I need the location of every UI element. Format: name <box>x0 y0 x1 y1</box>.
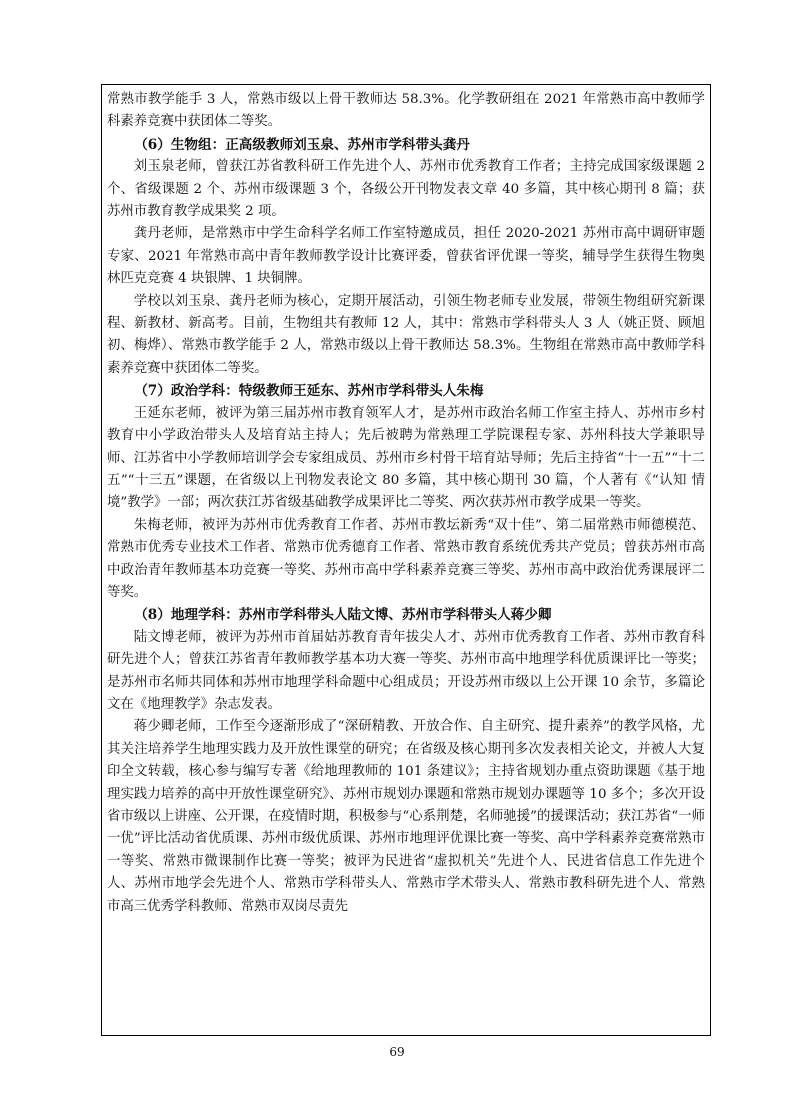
paragraph-chemistry-continued: 常熟市教学能手 3 人，常熟市级以上骨干教师达 58.3%。化学教研组在 2021 年常熟市高中教师学科素养竞赛中获团体二等奖。 <box>107 92 705 130</box>
paragraph-wang-yandong: 王延东老师，被评为第三届苏州市教育领军人才，是苏州市政治名师工作室主持人、苏州市乡村教育中小学政治带头人及培育站主持人；先后被聘为常熟理工学院课程专家、苏州科技大学兼职导师、江苏省中小学教师培训学会专家组成员、苏州市乡村骨干培育站导师；先后主持省“十一五”“十二五”“十三五”课题，在省级以上刊物发表论文 80 多篇，其中核心期刊 30 篇，个人著有《“认知 情境”教学》一部；两次获江苏省级基础教学成果评比二等奖、两次获苏州市教学成果一等奖。 <box>107 405 705 511</box>
page-number: 69 <box>389 1045 405 1059</box>
paragraph-zhu-mei: 朱梅老师，被评为苏州市优秀教育工作者、苏州市教坛新秀“双十佳”、第二届常熟市师德模范、常熟市优秀专业技术工作者、常熟市优秀德育工作者、常熟市教育系统优秀共产党员；曾获苏州市高中政治青年教师基本功竞赛一等奖、苏州市高中学科素养竞赛三等奖、苏州市高中政治优秀课展评二等奖。 <box>107 517 705 600</box>
paragraph-lu-wenbo: 陆文博老师，被评为苏州市首届姑苏教育青年拔尖人才、苏州市优秀教育工作者、苏州市教育科研先进个人；曾获江苏省青年教师教学基本功大赛一等奖、苏州市高中地理学科优质课评比一等奖；是苏州市名师共同体和苏州市地理学科命题中心组成员；开设苏州市级以上公开课 10 余节，多篇论文在《地理教学》杂志发表。 <box>107 629 705 712</box>
heading-politics-group: （7）政治学科：特级教师王延东、苏州市学科带头人朱梅 <box>134 383 484 400</box>
paragraph-liu-yuquan: 刘玉泉老师，曾获江苏省教科研工作先进个人、苏州市优秀教育工作者；主持完成国家级课题 2 个、省级课题 2 个、苏州市级课题 3 个，各级公开刊物发表文章 40 多篇，其中核心期刊 8 篇；获苏州市教育教学成果奖 2 项。 <box>107 159 705 220</box>
heading-geography-group: （8）地理学科：苏州市学科带头人陆文博、苏州市学科带头人蒋少卿 <box>134 607 552 624</box>
paragraph-biology-group-summary: 学校以刘玉泉、龚丹老师为核心，定期开展活动，引领生物老师专业发展，带领生物组研究新课程、新教材、新高考。目前，生物组共有教师 12 人，其中：常熟市学科带头人 3 人（姚正贤、顾旭初、梅烨）、常熟市教学能手 2 人，常熟市级以上骨干教师达 58.3%。生物组在常熟市高中教师学科素养竞赛中获团体二等奖。 <box>107 293 705 376</box>
content-box <box>101 84 711 1036</box>
paragraph-gong-dan: 龚丹老师，是常熟市中学生命科学名师工作室特邀成员，担任 2020-2021 苏州市高中调研审题专家、2021 年常熟市高中青年教师教学设计比赛评委，曾获省评优课一等奖，辅导学生获得生物奥林匹克竞赛 4 块银牌、1 块铜牌。 <box>107 226 705 287</box>
heading-biology-group: （6）生物组：正高级教师刘玉泉、苏州市学科带头龚丹 <box>134 136 470 153</box>
paragraph-jiang-shaoqing: 蒋少卿老师，工作至今逐渐形成了“深研精教、开放合作、自主研究、提升素养”的教学风格，尤其关注培养学生地理实践力及开放性课堂的研究；在省级及核心期刊多次发表相关论文，并被人大复印全文转载，核心参与编写专著《给地理教师的 101 条建议》；主持省规划办重点资助课题《基于地理实践力培养的高中开放性课堂研究》、苏州市规划办课题和常熟市规划办课题等 10 多个；多次开设省市级以上讲座、公开课，在疫情时期，积极参与“心系荆楚，名师驰援”的援课活动；获江苏省“一师一优”评比活动省优质课、苏州市级优质课、苏州市地理评优课比赛一等奖、高中学科素养竞赛常熟市一等奖、常熟市微课制作比赛一等奖；被评为民进省“虚拟机关”先进个人、民进省信息工作先进个人、苏州市地学会先进个人、常熟市学科带头人、常熟市学术带头人、常熟市教科研先进个人、常熟市高三优秀学科教师、常熟市双岗尽责先 <box>107 719 705 914</box>
